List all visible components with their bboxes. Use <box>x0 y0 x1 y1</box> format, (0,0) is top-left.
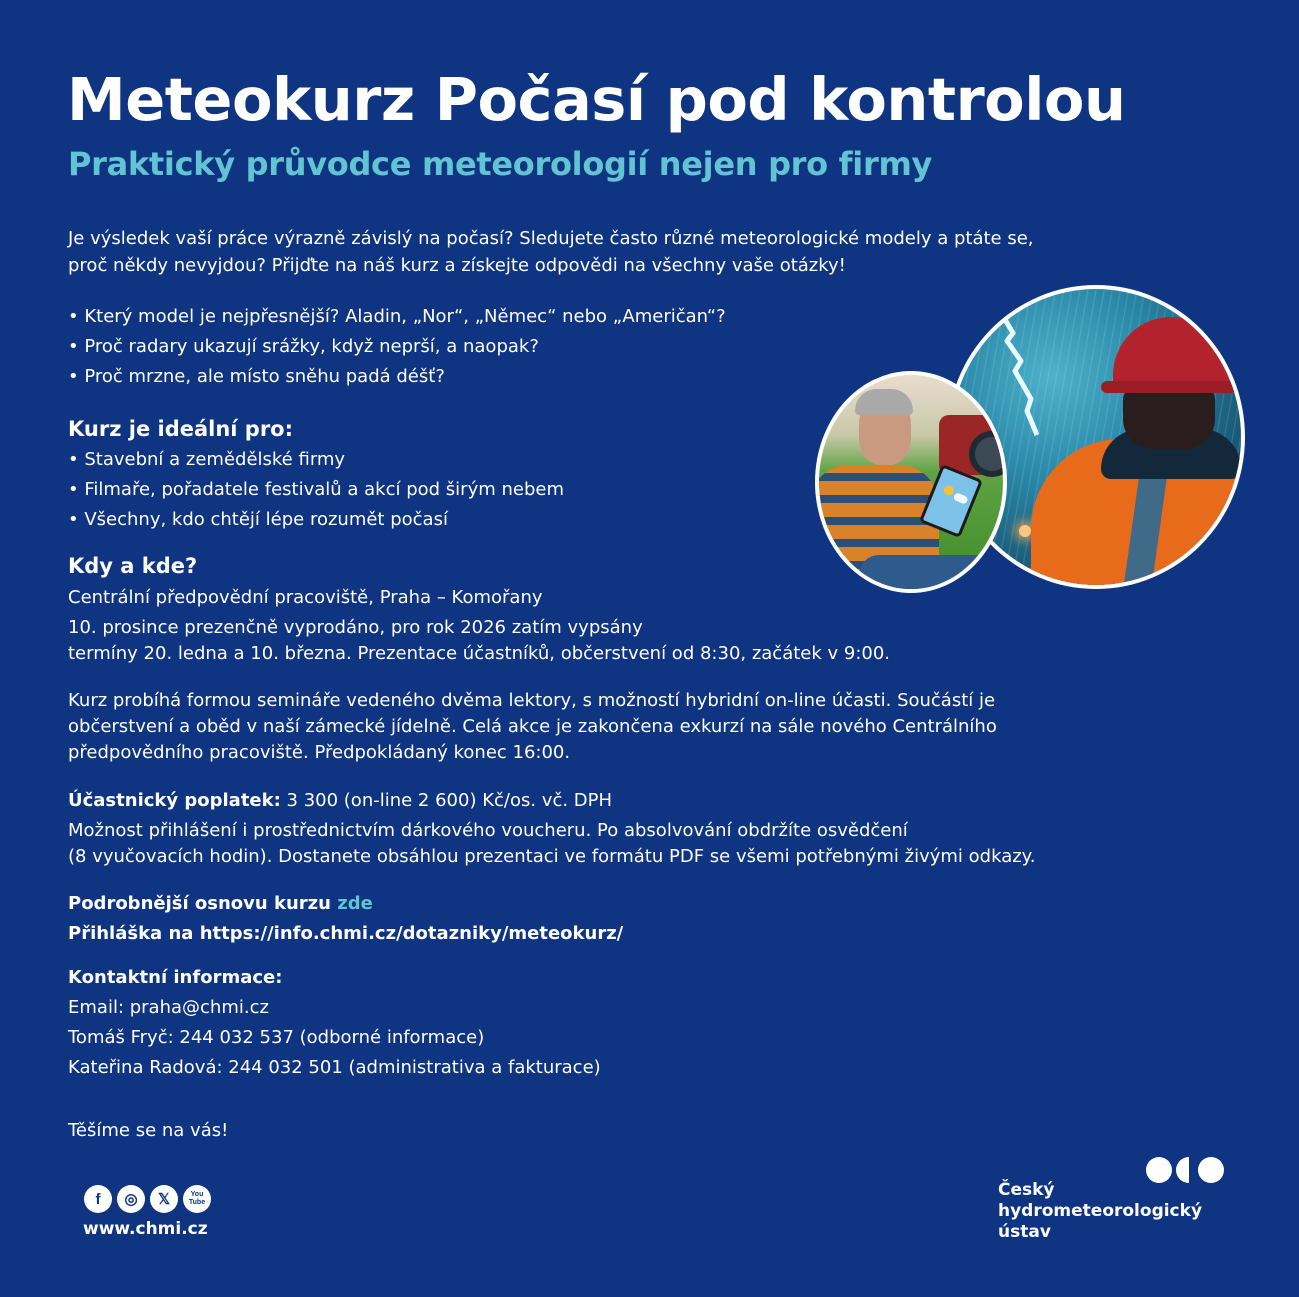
fee-detail-line-2: (8 vyučovacích hodin). Dostanete obsáhlou prezentaci ve formátu PDF se všemi potřebnými živými odkazy. <box>68 846 1036 867</box>
fee-label: Účastnický poplatek: <box>68 790 281 811</box>
audience-item: • Filmaře, pořadatele festivalů a akcí pod širým nebem <box>68 479 565 500</box>
website-link[interactable]: www.chmi.cz <box>83 1219 208 1239</box>
dates-line-1: 10. prosince prezenčně vyprodáno, pro rok 2026 zatím vypsány <box>68 617 643 638</box>
dates-line-2: termíny 20. ledna a 10. března. Prezentace účastníků, občerstvení od 8:30, začátek v 9:00. <box>68 643 891 664</box>
hard-hat-brim <box>1101 381 1237 393</box>
location-line: Centrální předpovědní pracoviště, Praha – Komořany <box>68 587 543 608</box>
outline-link[interactable]: zde <box>337 893 373 914</box>
tractor-wheel <box>969 431 1007 477</box>
youtube-icon[interactable] <box>183 1185 211 1213</box>
closing-text: Těšíme se na vás! <box>68 1120 229 1141</box>
farmer-with-tablet-photo <box>815 371 1007 593</box>
audience-item: • Stavební a zemědělské firmy <box>68 449 346 470</box>
intro-line-1: Je výsledek vaší práce výrazně závislý na počasí? Sledujete často různé meteorologické modely a ptáte se, <box>68 228 1034 249</box>
photo-collage <box>815 285 1255 595</box>
contact-heading: Kontaktní informace: <box>68 967 283 988</box>
registration-link[interactable]: Přihláška na https://info.chmi.cz/dotazniky/meteokurz/ <box>68 923 624 944</box>
lamp-glow <box>1019 525 1031 537</box>
contact-phone-1: Tomáš Fryč: 244 032 537 (odborné informace) <box>68 1027 485 1048</box>
logo-line-2: hydrometeorologický <box>998 1201 1203 1221</box>
instagram-icon[interactable]: ◎ <box>117 1185 145 1213</box>
audience-item: • Všechny, kdo chtějí lépe rozumět počasí <box>68 509 448 530</box>
logo-line-3: ústav <box>998 1222 1051 1242</box>
worker-head <box>1123 389 1215 449</box>
cloud-icon <box>953 492 969 505</box>
question-item: • Který model je nejpřesnější? Aladin, „Nor“, „Němec“ nebo „Američan“? <box>68 306 726 327</box>
audience-heading: Kurz je ideální pro: <box>68 417 294 441</box>
youtube-icon-top: You <box>190 1191 204 1198</box>
jeans <box>859 555 1007 593</box>
logo-line-1: Český <box>998 1180 1055 1200</box>
fee-line <box>68 788 612 814</box>
when-where-heading: Kdy a kde? <box>68 554 198 578</box>
social-links <box>84 1185 211 1213</box>
chmi-logo-text <box>998 1180 1202 1243</box>
contact-email[interactable]: Email: praha@chmi.cz <box>68 997 269 1018</box>
contact-phone-2: Kateřina Radová: 244 032 501 (administrativa a fakturace) <box>68 1057 601 1078</box>
page-subtitle: Praktický průvodce meteorologií nejen pro firmy <box>68 145 933 183</box>
question-item: • Proč mrzne, ale místo sněhu padá déšť? <box>68 366 445 387</box>
outline-line <box>68 891 373 917</box>
format-line-3: předpovědního pracoviště. Předpokládaný konec 16:00. <box>68 742 571 763</box>
format-line-2: občerstvení a oběd v naší zámecké jídelně. Celá akce je zakončena exkurzí na sále nového Centrálního <box>68 716 997 737</box>
question-item: • Proč radary ukazují srážky, když neprší, a naopak? <box>68 336 539 357</box>
x-icon[interactable]: 𝕏 <box>150 1185 178 1213</box>
intro-line-2: proč někdy nevyjdou? Přijďte na náš kurz a získejte odpovědi na všechny vaše otázky! <box>68 255 846 276</box>
facebook-icon[interactable]: f <box>84 1185 112 1213</box>
youtube-icon-bottom: Tube <box>188 1199 206 1206</box>
format-line-1: Kurz probíhá formou semináře vedeného dvěma lektory, s možností hybridní on-line účasti. Součástí je <box>68 690 996 711</box>
page-title: Meteokurz Počasí pod kontrolou <box>67 65 1126 134</box>
fee-detail-line-1: Možnost přihlášení i prostřednictvím dárkového voucheru. Po absolvování obdržíte osvědčení <box>68 820 908 841</box>
fee-value: 3 300 (on-line 2 600) Kč/os. vč. DPH <box>280 790 613 811</box>
outline-text: Podrobnější osnovu kurzu <box>68 893 338 914</box>
farmer-hair <box>855 389 913 415</box>
